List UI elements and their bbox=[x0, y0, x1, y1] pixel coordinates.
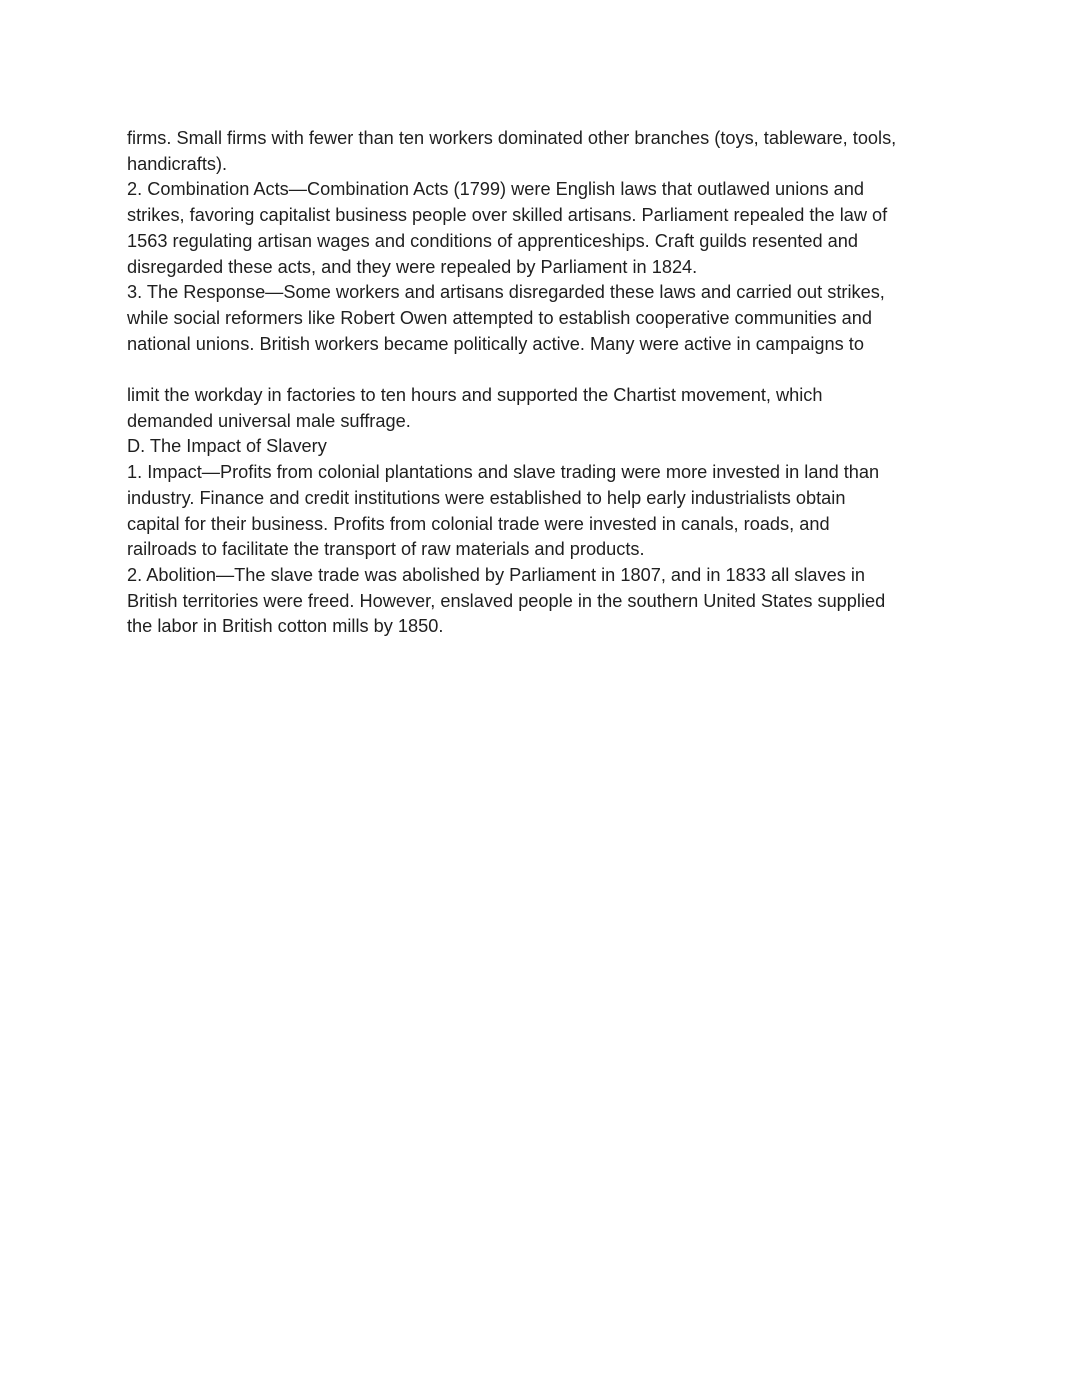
text-line: 1563 regulating artisan wages and conditions of apprenticeships. Craft guilds resented and bbox=[127, 230, 858, 251]
text-line: railroads to facilitate the transport of raw materials and products. bbox=[127, 539, 645, 560]
text-line: industry. Finance and credit institutions were established to help early industrialists obtain bbox=[127, 487, 846, 508]
text-line: demanded universal male suffrage. bbox=[127, 410, 411, 431]
text-line: limit the workday in factories to ten hours and supported the Chartist movement, which bbox=[127, 385, 823, 405]
text-line: 2. Abolition—The slave trade was abolished by Parliament in 1807, and in 1833 all slaves in bbox=[127, 564, 866, 585]
text-line: 1. Impact—Profits from colonial plantations and slave trading were more invested in land than bbox=[127, 462, 880, 483]
text-line: national unions. British workers became politically active. Many were active in campaigns to bbox=[127, 333, 864, 354]
text-line: British territories were freed. However, enslaved people in the southern United States supplied bbox=[127, 590, 886, 611]
text-block-continued bbox=[127, 126, 967, 357]
section-heading: D. The Impact of Slavery bbox=[127, 436, 327, 457]
text-line: strikes, favoring capitalist business people over skilled artisans. Parliament repealed the law of bbox=[127, 205, 888, 226]
text-line: while social reformers like Robert Owen attempted to establish cooperative communities and bbox=[127, 307, 873, 328]
text-line: capital for their business. Profits from colonial trade were invested in canals, roads, and bbox=[127, 513, 830, 534]
text-line: handicrafts). bbox=[127, 153, 228, 174]
text-line: firms. Small firms with fewer than ten workers dominated other branches (toys, tableware, tools, bbox=[127, 128, 897, 148]
text-block-slavery bbox=[127, 383, 967, 640]
text-line: 3. The Response—Some workers and artisans disregarded these laws and carried out strikes, bbox=[127, 282, 885, 303]
text-line: disregarded these acts, and they were repealed by Parliament in 1824. bbox=[127, 256, 698, 277]
text-line: 2. Combination Acts—Combination Acts (1799) were English laws that outlawed unions and bbox=[127, 179, 865, 200]
text-line: the labor in British cotton mills by 1850. bbox=[127, 616, 444, 637]
